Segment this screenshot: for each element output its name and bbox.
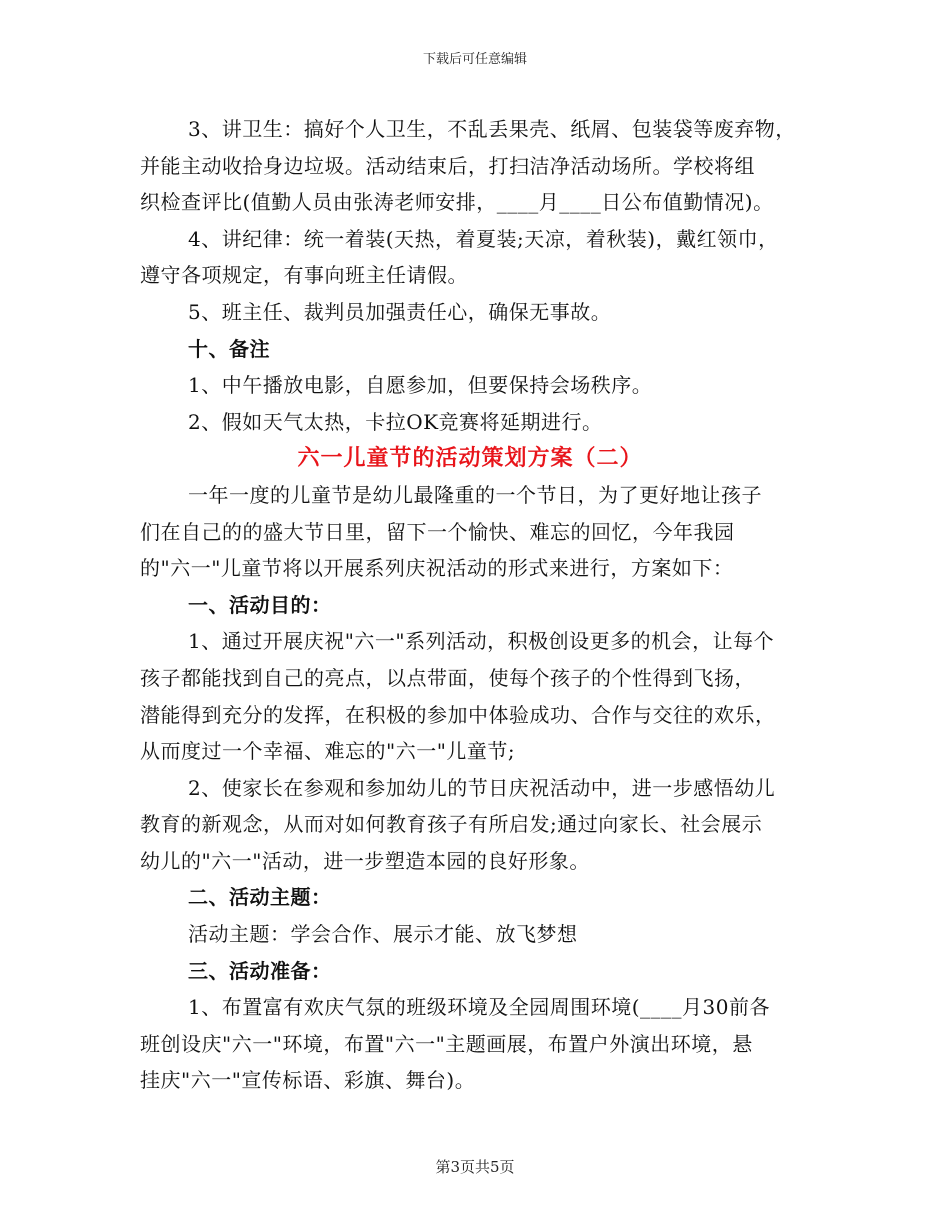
paragraph-line: 遵守各项规定，有事向班主任请假。 (140, 263, 468, 288)
paragraph-line: 4、讲纪律：统一着装(天热，着夏装;天凉，着秋装)，戴红领巾， (188, 226, 779, 251)
paragraph-line: 一年一度的儿童节是幼儿最隆重的一个节日，为了更好地让孩子 (188, 482, 762, 507)
paragraph-line: 孩子都能找到自己的亮点，以点带面，使每个孩子的个性得到飞扬， (140, 665, 755, 690)
paragraph-line: 班创设庆"六一"环境，布置"六一"主题画展，布置户外演出环境，悬 (140, 1031, 753, 1056)
paragraph-line: 幼儿的"六一"活动，进一步塑造本园的良好形象。 (140, 848, 590, 873)
section-plan-two (140, 477, 820, 1099)
paragraph-line: 们在自己的的盛大节日里，留下一个愉快、难忘的回忆，今年我园 (140, 519, 735, 544)
paragraph-line: 挂庆"六一"宣传标语、彩旗、舞台)。 (140, 1068, 476, 1093)
paragraph-line: 1、布置富有欢庆气氛的班级环境及全园周围环境(____月30前各 (188, 995, 770, 1020)
paragraph-line: 5、班主任、裁判员加强责任心，确保无事故。 (188, 299, 612, 324)
paragraph-line: 潜能得到充分的发挥，在积极的参加中体验成功、合作与交往的欢乐， (140, 702, 776, 727)
paragraph-line: 从而度过一个幸福、难忘的"六一"儿童节; (140, 739, 516, 764)
section-rules-and-notes (140, 111, 820, 440)
section-heading: 三、活动准备： (188, 958, 332, 983)
document-body (140, 111, 820, 1099)
paragraph-line: 教育的新观念，从而对如何教育孩子有所启发;通过向家长、社会展示 (140, 812, 763, 837)
paragraph-line: 活动主题：学会合作、展示才能、放飞梦想 (188, 922, 578, 947)
paragraph-line: 1、通过开展庆祝"六一"系列活动，积极创设更多的机会，让每个 (188, 629, 775, 654)
paragraph-line: 2、使家长在参观和参加幼儿的节日庆祝活动中，进一步感悟幼儿 (188, 775, 776, 800)
paragraph-line: 2、假如天气太热，卡拉OK竞赛将延期进行。 (188, 409, 603, 434)
document-title: 六一儿童节的活动策划方案（二） (297, 445, 643, 472)
paragraph-line: 的"六一"儿童节将以开展系列庆祝活动的形式来进行，方案如下： (140, 556, 734, 581)
section-heading: 二、活动主题： (188, 885, 332, 910)
paragraph-line: 3、讲卫生：搞好个人卫生，不乱丢果壳、纸屑、包装袋等废弃物， (188, 117, 796, 141)
page-footer: 第3页共5页 (435, 1158, 515, 1176)
paragraph-line: 织检查评比(值勤人员由张涛老师安排，____月____日公布值勤情况)。 (140, 190, 774, 215)
page-header: 下载后可任意编辑 (422, 52, 527, 67)
paragraph-line: 1、中午播放电影，自愿参加，但要保持会场秩序。 (188, 373, 653, 398)
section-heading: 一、活动目的： (188, 592, 332, 617)
paragraph-line: 并能主动收拾身边垃圾。活动结束后，打扫洁净活动场所。学校将组 (140, 153, 755, 178)
section-heading: 十、备注 (188, 336, 270, 361)
